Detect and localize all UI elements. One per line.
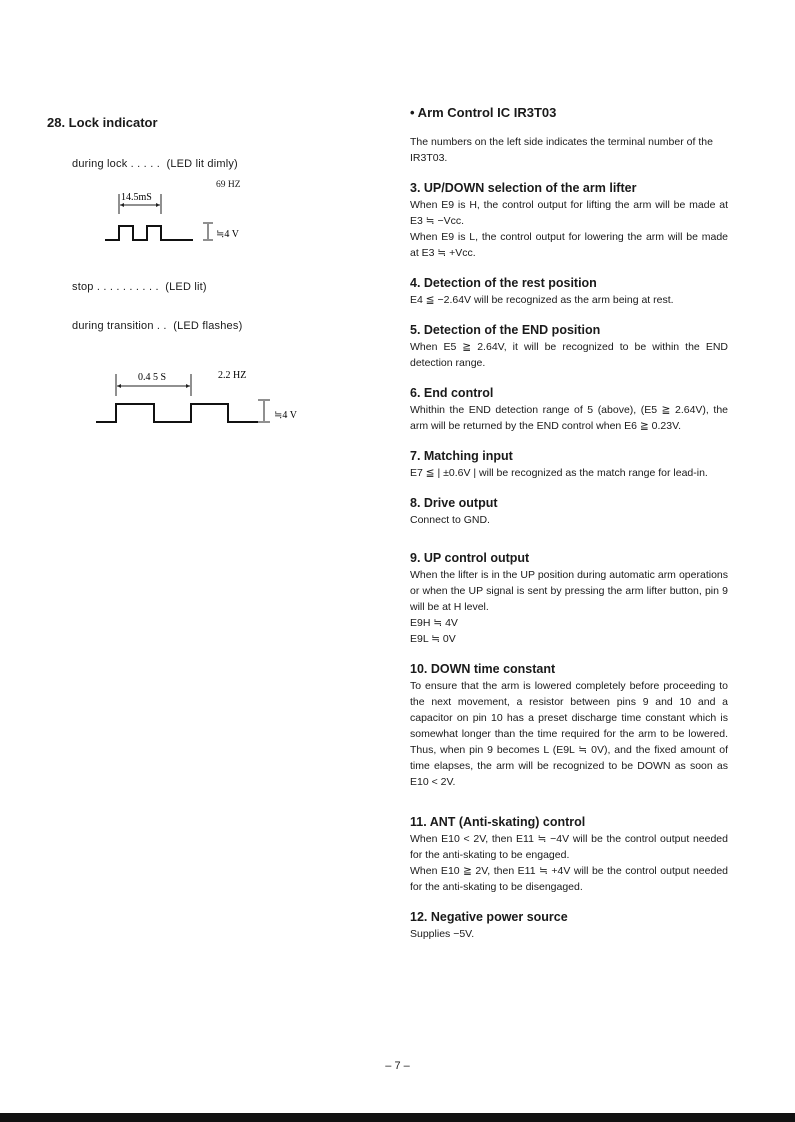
section-11 bbox=[410, 814, 728, 895]
section-heading: 8. Drive output bbox=[410, 496, 498, 510]
section-heading: 11. ANT (Anti-skating) control bbox=[410, 815, 586, 829]
lock-period-label: 14.5mS bbox=[121, 192, 152, 203]
lock-square-wave bbox=[105, 226, 193, 240]
section-text: When E10 < 2V, then E11 ≒ −4V will be the control output needed for the anti-skating to be engaged. bbox=[410, 833, 728, 861]
section-heading: 5. Detection of the END position bbox=[410, 323, 601, 337]
section-text: When E9 is H, the control output for lifting the arm will be made at E3 ≒ −Vcc. bbox=[410, 199, 728, 227]
arm-control-intro: The numbers on the left side indicates the terminal number of the IR3T03. bbox=[410, 136, 713, 164]
stop-label: stop . . . . . . . . . . (LED lit) bbox=[72, 281, 207, 293]
section-heading: 10. DOWN time constant bbox=[410, 662, 556, 676]
section-heading: 9. UP control output bbox=[410, 551, 530, 565]
section-4 bbox=[410, 275, 728, 308]
section-8 bbox=[410, 495, 728, 528]
section-7 bbox=[410, 448, 728, 481]
section-text: E7 ≦ | ±0.6V | will be recognized as the match range for lead-in. bbox=[410, 467, 708, 479]
section-6 bbox=[410, 385, 728, 434]
section-heading: 12. Negative power source bbox=[410, 910, 568, 924]
transition-square-wave bbox=[96, 404, 258, 422]
section-text: When the lifter is in the UP position during automatic arm operations or when the UP signal is sent by pressing the arm lifter button, pin 9 will be at H level. bbox=[410, 569, 728, 613]
page-number: – 7 – bbox=[385, 1060, 410, 1072]
section-12 bbox=[410, 909, 728, 942]
arm-control-title: • Arm Control IC IR3T03 bbox=[410, 105, 557, 120]
section-heading: 6. End control bbox=[410, 386, 494, 400]
section-text: Connect to GND. bbox=[410, 514, 490, 526]
section-text: E9H ≒ 4V bbox=[410, 617, 458, 629]
section-5 bbox=[410, 322, 728, 371]
transition-amplitude-label: ≒4 V bbox=[274, 410, 297, 421]
section-text: When E10 ≧ 2V, then E11 ≒ +4V will be the control output needed for the anti-skating to be disengaged. bbox=[410, 865, 728, 893]
during-transition-label: during transition . . (LED flashes) bbox=[72, 320, 243, 332]
section-text: E9L ≒ 0V bbox=[410, 633, 456, 645]
section-heading: 7. Matching input bbox=[410, 449, 513, 463]
section-9 bbox=[410, 550, 728, 647]
section-text: When E5 ≧ 2.64V, it will be recognized to be within the END detection range. bbox=[410, 341, 728, 369]
section-heading: 3. UP/DOWN selection of the arm lifter bbox=[410, 181, 637, 195]
bottom-edge-bar bbox=[0, 1113, 795, 1122]
section-text: Supplies −5V. bbox=[410, 928, 475, 940]
transition-waveform-diagram bbox=[90, 366, 330, 436]
section-text: To ensure that the arm is lowered completely before proceeding to the next movement, a resistor between pins 9 and 10 and a capacitor on pin 10 has a preset discharge time constant which is somewhat longer than the time required for the arm to be lowered. Thus, when pin 9 becomes L (E9L ≒ 0V), and the fixed amount of time elapses, the arm will be recognized to be DOWN as soon as E10 < 2V. bbox=[410, 680, 728, 788]
arm-control-column bbox=[410, 105, 728, 956]
section-text: E4 ≦ −2.64V will be recognized as the arm being at rest. bbox=[410, 294, 674, 306]
lock-amplitude-label: ≒4 V bbox=[216, 229, 239, 240]
section-10 bbox=[410, 661, 728, 790]
section-3 bbox=[410, 180, 728, 261]
lock-waveform-diagram bbox=[95, 188, 275, 248]
lock-indicator-heading: 28. Lock indicator bbox=[47, 115, 158, 130]
transition-frequency-label: 2.2 HZ bbox=[218, 370, 247, 381]
lock-frequency: 69 HZ bbox=[216, 180, 241, 190]
during-lock-label: during lock . . . . . (LED lit dimly) bbox=[72, 158, 238, 170]
transition-period-label: 0.4 5 S bbox=[138, 372, 167, 383]
section-text: When E9 is L, the control output for lowering the arm will be made at E3 ≒ +Vcc. bbox=[410, 231, 728, 259]
section-heading: 4. Detection of the rest position bbox=[410, 276, 597, 290]
section-text: Whithin the END detection range of 5 (above), (E5 ≧ 2.64V), the arm will be returned by the END control when E6 ≧ 0.23V. bbox=[410, 404, 728, 432]
